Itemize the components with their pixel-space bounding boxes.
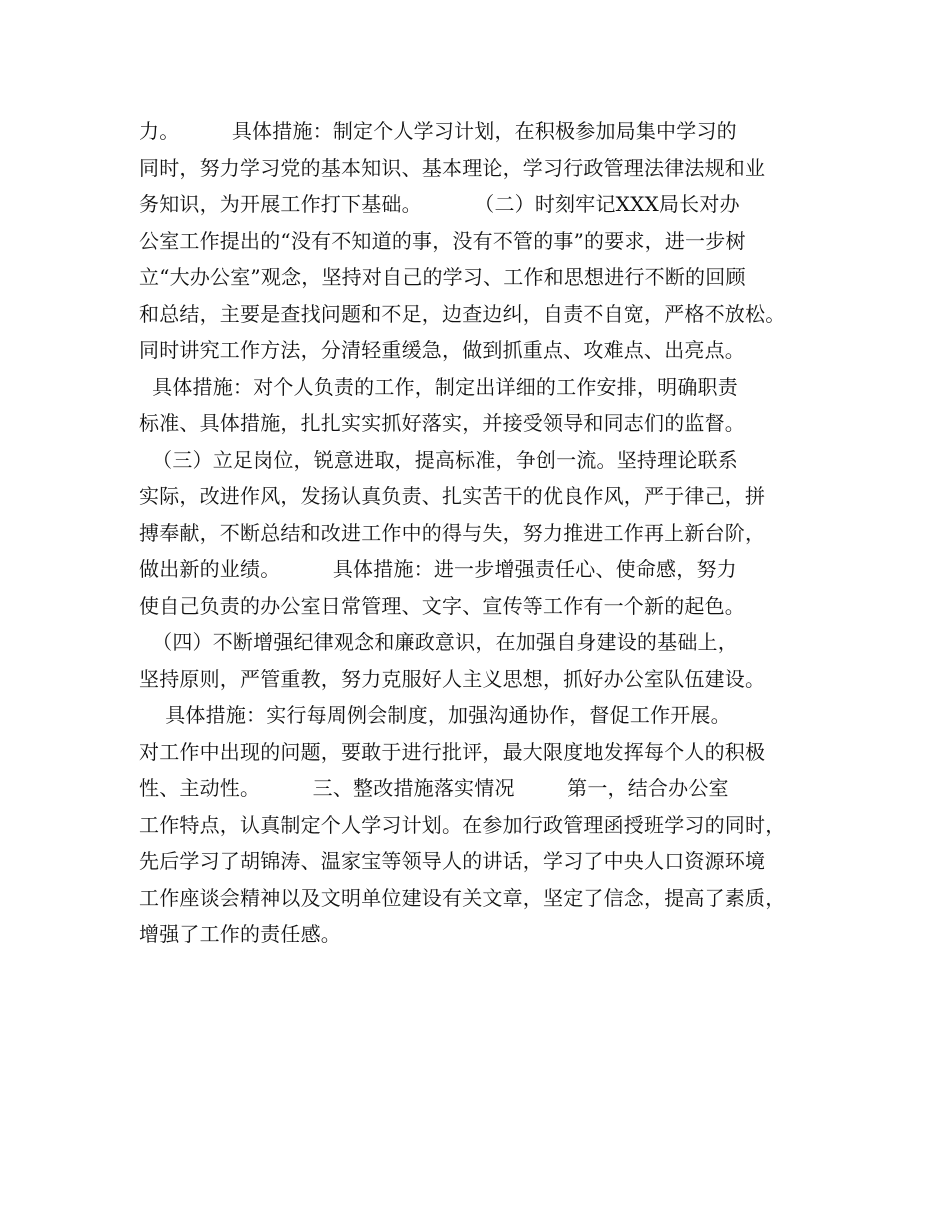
text-line: 工作座谈会精神以及文明单位建设有关文章，坚定了信念，提高了素质， [139,885,786,910]
text-line: 具体措施：对个人负责的工作，制定出详细的工作安排，明确职责 [139,374,738,399]
text-line: 工作特点，认真制定个人学习计划。在参加行政管理函授班学习的同时， [139,812,786,837]
text-line: 做出新的业绩。 具体措施：进一步增强责任心、使命感，努力 [139,557,737,581]
text-line: 使自己负责的办公室日常管理、文字、宣传等工作有一个新的起色。 [139,593,745,618]
text-line: 实际，改进作风，发扬认真负责、扎实苦干的优良作风，严于律己，拼 [139,484,766,508]
text-line: 同时，努力学习党的基本知识、基本理论，学习行政管理法律法规和业 [139,155,766,180]
text-line: 公室工作提出的“没有不知道的事，没有不管的事”的要求，进一步树 [139,228,746,253]
text-line: 性、主动性。 三、整改措施落实情况 第一，结合办公室 [139,776,729,800]
text-line: 先后学习了胡锦涛、温家宝等领导人的讲话，学习了中央人口资源环境 [139,849,766,873]
text-line: 和总结，主要是查找问题和不足，边查边纠，自责不自宽，严格不放松。 [139,301,786,326]
text-line: 搏奉献，不断总结和改进工作中的得与失，努力推进工作再上新台阶， [139,520,766,545]
text-line: 同时讲究工作方法，分清轻重缓急，做到抓重点、攻难点、出亮点。 [139,338,745,362]
text-line: 具体措施：实行每周例会制度，加强沟通协作，督促工作开展。 [139,703,731,727]
text-line: （四）不断增强纪律观念和廉政意识，在加强自身建设的基础上， [139,630,738,654]
text-line: 标准、具体措施，扎扎实实抓好落实，并接受领导和同志们的监督。 [139,411,745,435]
text-line: 立“大办公室”观念，坚持对自己的学习、工作和思想进行不断的回顾 [139,265,746,289]
text-line: 坚持原则，严管重教，努力克服好人主义思想，抓好办公室队伍建设。 [139,666,766,691]
text-line: 对工作中出现的问题，要敢于进行批评，最大限度地发挥每个人的积极 [139,739,766,764]
text-line: （三）立足岗位，锐意进取，提高标准，争创一流。坚持理论联系 [139,447,738,472]
text-line: 务知识，为开展工作打下基础。 （二）时刻牢记XXX局长对办 [139,192,740,216]
text-line: 增强了工作的责任感。 [139,922,341,946]
text-line: 力。 具体措施：制定个人学习计划，在积极参加局集中学习的 [139,119,737,143]
document-body [139,113,839,953]
